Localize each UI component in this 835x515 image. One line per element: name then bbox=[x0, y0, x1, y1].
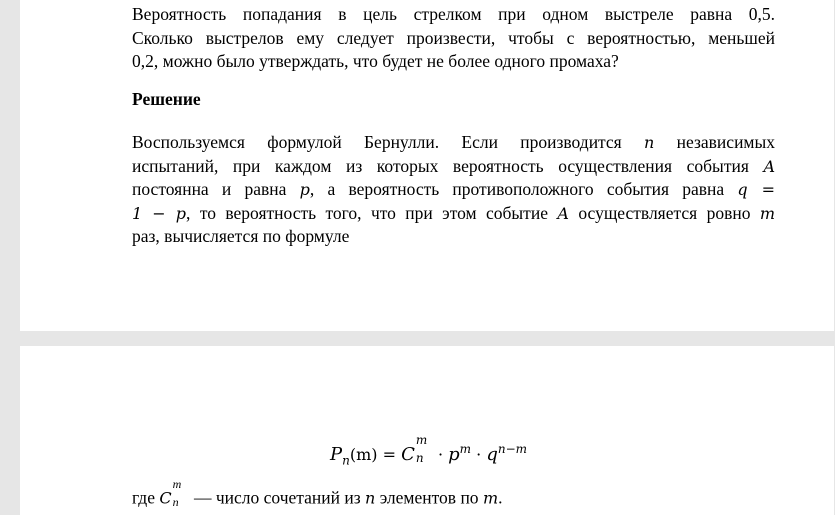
problem-line-2: Сколько выстрелов ему следует произвести, чтобы с вероятностью, меньшей bbox=[132, 27, 775, 48]
solution-line-4: 1 − p, то вероятность того, что при этом событие A осуществляется ровно m bbox=[132, 202, 776, 223]
var-A-2: A bbox=[557, 203, 569, 223]
problem-line-3: 0,2, можно было утверждать, что будет не более одного промаха? bbox=[132, 51, 619, 71]
document-page-1 bbox=[20, 0, 834, 331]
problem-line-1: Вероятность попадания в цель стрелком при одном выстреле равна 0,5. bbox=[132, 4, 775, 24]
var-m: m bbox=[759, 203, 776, 223]
document-page-2 bbox=[20, 346, 834, 515]
var-p: p bbox=[299, 180, 310, 199]
var-q-eq: q = bbox=[737, 180, 775, 199]
solution-line-1: Воспользуемся формулой Бернулли. Если производится n независимых bbox=[132, 132, 776, 152]
var-n: n bbox=[644, 133, 655, 152]
bernoulli-formula: $P_n(m) = C$ m n · $p^m \cdot q^{n-m}$ bbox=[330, 433, 528, 468]
var-A: A bbox=[763, 156, 775, 176]
solution-line-5: раз, вычисляется по формуле bbox=[132, 226, 350, 246]
solution-heading: Решение bbox=[132, 89, 201, 109]
expr-one-minus-p: 1 − p bbox=[132, 203, 187, 223]
combinations-note: где C m n — число сочетаний из n элементов по m. bbox=[132, 477, 503, 509]
solution-line-2: испытаний, при каждом из которых вероятность осуществления события A bbox=[132, 155, 775, 176]
solution-text bbox=[132, 131, 775, 249]
solution-line-3: постоянна и равна p, а вероятность противоположного события равна q = bbox=[132, 179, 775, 199]
problem-statement bbox=[132, 3, 775, 74]
